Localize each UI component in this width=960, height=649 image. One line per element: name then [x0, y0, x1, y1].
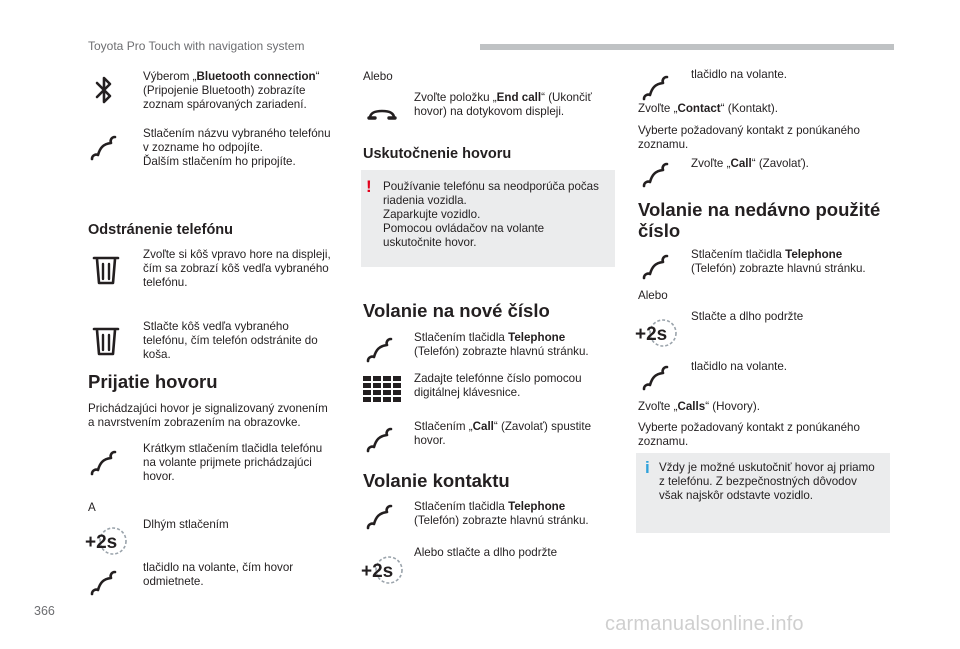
header-rule [480, 44, 894, 50]
bluetooth-icon [84, 70, 124, 110]
make-call-heading: Uskutočnenie hovoru [363, 146, 512, 162]
incoming-call-text: Prichádzajúci hovor je signalizovaný zvonením a navrstvením zobrazením na obrazovke. [88, 402, 328, 429]
telephone-home-text: Stlačením tlačidla Telephone (Telefón) zobrazte hlavnú stránku. [414, 500, 589, 527]
phone-handset-icon [84, 128, 124, 168]
long-press-text: Dlhým stlačením [143, 518, 229, 531]
info-text: Vždy je možné uskutočniť hovor aj priamo z telefónu. Z bezpečnostných dôvodov však najskôr odstavte vozidlo. [659, 461, 875, 502]
wheel-button-text: tlačidlo na volante. [691, 360, 788, 373]
keypad-icon [362, 373, 404, 407]
short-press-text: Krátkym stlačením tlačidla telefónu na volante prijmete prichádzajúci hovor. [143, 442, 323, 483]
reject-call-text: tlačidlo na volante, čím hovor odmietnete. [143, 561, 294, 588]
hold-text: Alebo stlačte a dlho podržte [414, 546, 558, 559]
trash-select-text: Zvoľte si kôš vpravo hore na displeji, čím sa zobrazí kôš vedľa vybraného telefónu. [143, 248, 331, 289]
press-hold-2s-icon [634, 313, 678, 353]
select-contact-text: Zvoľte „Contact“ (Kontakt). [638, 102, 778, 115]
trash-bin-icon [86, 321, 126, 361]
alebo-label: Alebo [638, 289, 668, 302]
phone-handset-icon [84, 443, 124, 483]
phone-handset-icon [636, 155, 676, 195]
phone-hangup-icon [362, 94, 402, 134]
phone-handset-icon [360, 420, 400, 460]
warning-icon: ! [366, 177, 372, 196]
select-call-text: Zvoľte „Call“ (Zavolať). [691, 157, 809, 170]
phone-handset-icon [636, 247, 676, 287]
phone-handset-icon [84, 563, 124, 603]
new-number-heading: Volanie na nové číslo [363, 300, 550, 321]
watermark: carmanualsonline.info [605, 613, 804, 635]
phone-handset-icon [360, 497, 400, 537]
alebo-label: Alebo [363, 70, 393, 83]
start-call-text: Stlačením „Call“ (Zavolať) spustite hovor. [414, 420, 592, 447]
press-hold-2s-icon [360, 550, 404, 590]
keypad-text: Zadajte telefónne číslo pomocou digitálnej klávesnice. [414, 372, 582, 399]
hold-text: Stlačte a dlho podržte [691, 310, 804, 323]
phone-handset-icon [360, 330, 400, 370]
press-hold-2s-icon [84, 521, 128, 561]
running-header: Toyota Pro Touch with navigation system [88, 39, 305, 53]
receive-call-heading: Prijatie hovoru [88, 371, 218, 392]
choose-contact-text: Vyberte požadovaný kontakt z ponúkaného zoznamu. [638, 421, 860, 448]
select-phone-text: Stlačením názvu vybraného telefónu v zozname ho odpojíte. Ďalším stlačením ho pripojíte. [143, 127, 331, 168]
warning-text: Používanie telefónu sa neodporúča počas riadenia vozidla. Zaparkujte vozidlo. Pomocou ovládačov na volante uskutočnite hovor. [383, 180, 599, 249]
trash-bin-icon [86, 250, 126, 290]
a-label: A [88, 501, 96, 514]
telephone-home-text: Stlačením tlačidla Telephone (Telefón) zobrazte hlavnú stránku. [414, 331, 589, 358]
svg-text:+2s: +2s [635, 324, 668, 345]
page-number: 366 [34, 604, 55, 618]
select-calls-text: Zvoľte „Calls“ (Hovory). [638, 400, 760, 413]
choose-contact-text: Vyberte požadovaný kontakt z ponúkaného zoznamu. [638, 124, 860, 151]
recent-number-heading: Volanie na nedávno použité číslo [638, 199, 881, 241]
trash-remove-text: Stlačte kôš vedľa vybraného telefónu, čím telefón odstránite do koša. [143, 320, 318, 361]
call-contact-heading: Volanie kontaktu [363, 470, 510, 491]
phone-handset-icon [636, 358, 676, 398]
wheel-button-text: tlačidlo na volante. [691, 68, 788, 81]
svg-text:+2s: +2s [85, 532, 118, 553]
info-icon: i [645, 458, 650, 477]
remove-phone-heading: Odstránenie telefónu [88, 222, 234, 238]
end-call-text: Zvoľte položku „End call“ (Ukončiť hovor) na dotykovom displeji. [414, 91, 592, 118]
bluetooth-text: Výberom „Bluetooth connection“ (Pripojenie Bluetooth) zobrazíte zoznam spárovaných zariadení. [143, 70, 320, 111]
svg-text:+2s: +2s [361, 561, 394, 582]
telephone-home-text: Stlačením tlačidla Telephone (Telefón) zobrazte hlavnú stránku. [691, 248, 866, 275]
